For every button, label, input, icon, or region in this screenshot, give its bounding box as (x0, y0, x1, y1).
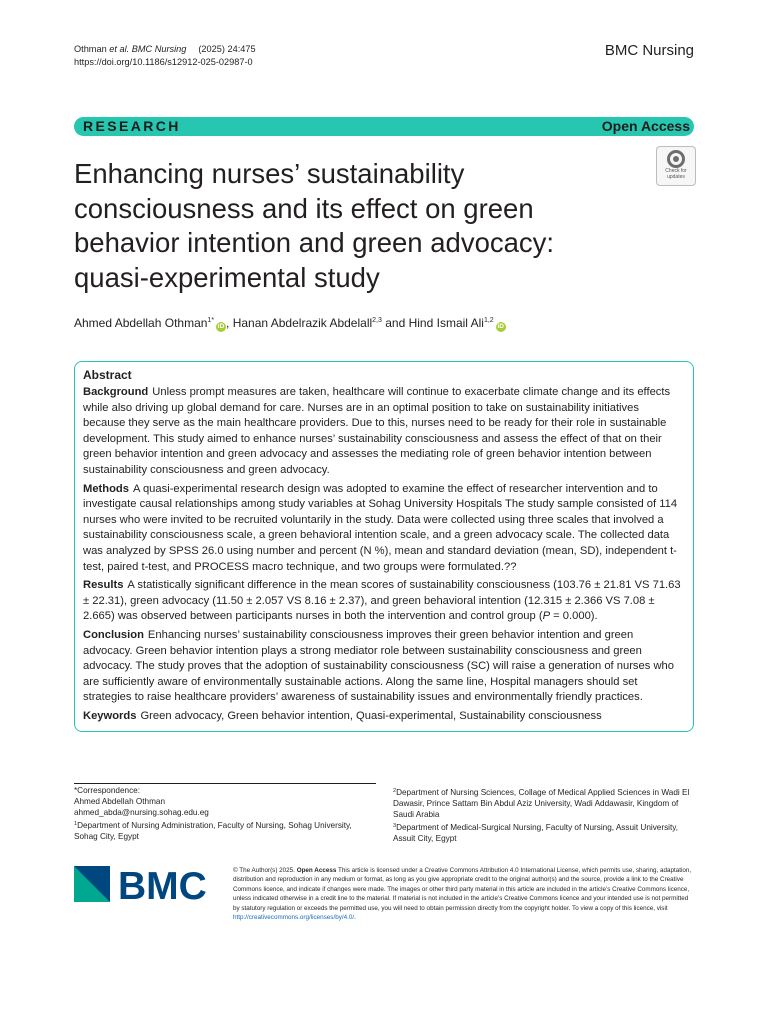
conclusion-label: Conclusion (83, 628, 144, 641)
keywords-label: Keywords (83, 709, 137, 722)
orcid-icon[interactable]: iD (497, 323, 504, 330)
license-end: . (354, 914, 356, 922)
affiliation-1: $^1$Department of Nursing Administration, Faculty of Nursing, Sohag University, Sohag City, Egypt (74, 820, 352, 841)
abstract-keywords (83, 709, 683, 725)
background-text: Unless prompt measures are taken, healthcare will continue to exacerbate climate change and its effects while also driving up global demand for care. Nurses are in an optimal position to take on sustainability initiatives because they serve as the main healthcare providers. Due to this, nurses need to be ready for their role in sustainable development. This study aimed to enhance nurses’ sustainability consciousness and assess the effect of that on their green behavior intention and green advocacy and assesses the mediating role of green behavior intention between sustainability consciousness and green advocacy. (83, 386, 671, 476)
affiliation-2: $^2$Department of Nursing Sciences, Collage of Medical Applied Sciences in Wadi El Dawasir, Prince Sattam Bin Abdul Aziz University, Wadi Addawasir, Kingdom of Saudi Arabia (393, 788, 690, 819)
methods-text: A quasi-experimental research design was adopted to examine the effect of researcher intervention and to investigate causal relationships among study variables at Sohag University Hospitals The study sample consisted of 114 nurses who were invited to be recruited voluntarily in the study. Data were collected using three scales that involved a sustainability consciousness scale, a green behavioral intention scale, and a green advocacy scale. The collected data was analyzed by SPSS 26.0 using number and percent (N %), mean and standard deviation (mean, SD), independent t-test, paired t-test, and PROCESS macro technique, and two groups were formulated.?? (83, 482, 678, 573)
license-notice (233, 866, 695, 922)
footnotes-right (393, 786, 693, 845)
doi-link[interactable]: https://doi.org/10.1186/s12912-025-02987-0 (74, 57, 253, 67)
results-text: A statistically significant difference in the mean scores of sustainability consciousness (103.76 ± 21.81 VS 71.63 ± 22.31), green advocacy (11.50 ± 2.057 VS 8.16 ± 2.37), and green behavioral intention (12.315 ± 2.366 VS 7.08 ± 2.665) was observed between participants nurses in both the intervention and control group ( (83, 579, 681, 623)
author-name[interactable]: Hind Ismail Ali (408, 316, 484, 330)
results-p-value: = 0.000). (550, 610, 598, 623)
license-text: This article is licensed under a Creative Commons Attribution 4.0 International License, which permits use, sharing, adaptation, distribution and reproduction in any medium or format, as long as you give appropriate credit to the original author(s) and the source, provide a link to the Creative Commons licence, and indicate if changes were made. The images or other third party material in this article are included in the article’s Creative Commons licence, unless indicated otherwise in a credit line to the material. If material is not included in the article’s Creative Commons licence and your intended use is not permitted by statutory regulation or exceeds the permitted use, you will need to obtain permission directly from the copyright holder. To view a copy of this licence, visit (233, 867, 692, 912)
citation-authors: Othman (74, 44, 107, 54)
author-list (74, 316, 506, 332)
abstract-results (83, 578, 683, 625)
citation-block (74, 43, 256, 69)
abstract-background (83, 385, 683, 479)
abstract-methods (83, 482, 683, 576)
orcid-icon[interactable]: iD (217, 323, 225, 330)
correspondence-email[interactable]: ahmed_abda@nursing.sohag.edu.eg (74, 807, 209, 817)
correspondence-name: Ahmed Abdellah Othman (74, 796, 166, 806)
citation-line (74, 43, 256, 56)
footnotes-left (74, 786, 374, 843)
logo-text: BMC (118, 866, 207, 906)
abstract-conclusion (83, 628, 683, 706)
author-name[interactable]: Ahmed Abdellah Othman (74, 316, 208, 330)
background-label: Background (83, 386, 149, 398)
author-and: and (381, 316, 409, 330)
author-affiliation: 2,3 (372, 317, 382, 324)
copyright-text: © The Author(s) 2025. (233, 867, 295, 874)
results-label: Results (83, 579, 124, 592)
check-for-updates-button[interactable] (656, 146, 696, 186)
article-type-banner (74, 117, 694, 136)
journal-name: BMC Nursing (604, 42, 694, 59)
article-title: Enhancing nurses’ sustainability consciousness and its effect on green behavior intention and green advocacy: quasi-experimental study (74, 158, 555, 293)
correspondence-label: *Correspondence: (74, 786, 140, 795)
bmc-logo (74, 866, 224, 906)
abstract-heading: Abstract (83, 368, 132, 382)
author-affiliation: 1,2 (483, 317, 494, 324)
author-affiliation: 1* (207, 317, 215, 324)
citation-journal: BMC Nursing (131, 44, 187, 54)
methods-label: Methods (83, 482, 129, 495)
footnote-divider (74, 783, 376, 784)
open-access-label: Open Access (601, 118, 690, 134)
license-oa-label: Open Access (296, 867, 337, 874)
citation-year: (2025) 24:475 (198, 44, 256, 54)
article-type-label: RESEARCH (83, 118, 181, 134)
author-separator: , (226, 316, 233, 330)
citation-etal: et al. (109, 44, 130, 54)
conclusion-text: Enhancing nurses’ sustainability consciousness improves their green behavior intention and green advocacy. Green behavior intention plays a strong mediator role between sustainability consciousness and green advocacy. The study proves that the adoption of sustainability consciousness (SC) will raise a generation of nurses who are sufficiently aware of environmentally sustainable actions. Along the same line, Hospital managers should set strategies to raise healthcare providers’ awareness of sustainability issues and environmentally friendly practices. (83, 628, 674, 704)
author-name[interactable]: Hanan Abdelrazik Abdelall (232, 316, 373, 330)
license-link[interactable]: http://creativecommons.org/licenses/by/4.0/ (233, 914, 355, 922)
check-updates-label: Check for updates (665, 168, 687, 180)
results-p-symbol: P (542, 610, 551, 623)
keywords-text: Green advocacy, Green behavior intention, Quasi-experimental, Sustainability consciousness (140, 709, 602, 722)
check-updates-icon (667, 150, 685, 168)
abstract-box (74, 361, 694, 732)
affiliation-3: $^3$Department of Medical-Surgical Nursing, Faculty of Nursing, Assuit University, Assuit City, Egypt (393, 822, 679, 843)
